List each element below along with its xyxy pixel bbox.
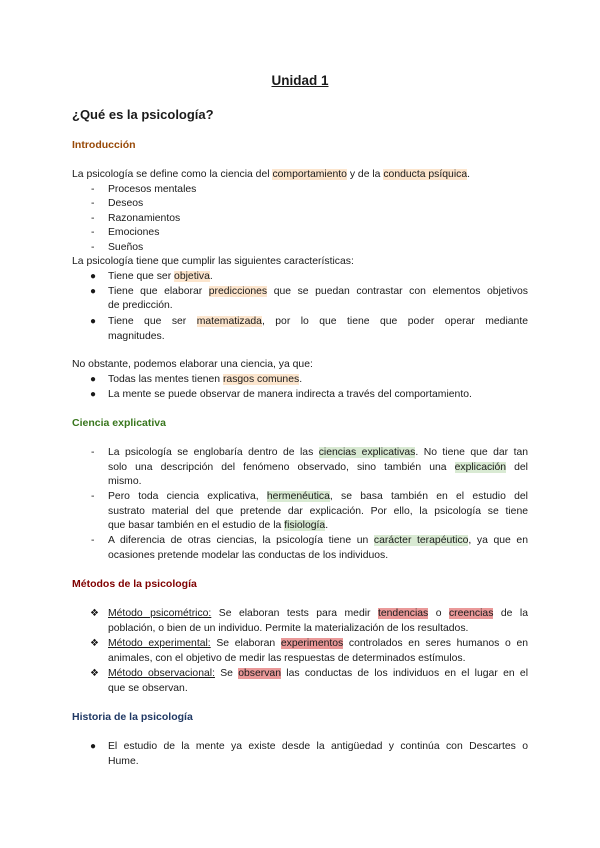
- intro-paragraph-3: No obstante, podemos elaborar una ciencia, ya que:: [72, 359, 313, 370]
- method-label: Método observacional:: [108, 668, 215, 679]
- highlight-objetiva: objetiva: [174, 271, 210, 282]
- diamond-bullet-icon: ❖: [90, 608, 99, 619]
- highlight-hermeneutica: hermenéutica: [266, 491, 330, 502]
- dash-bullet: -: [91, 198, 95, 209]
- intro-paragraph-1: La psicología se define como la ciencia del comportamiento y de la conducta psíquica.: [72, 169, 470, 180]
- list-item: Tiene que ser matematizada, por lo que tiene que poder operar mediante: [108, 316, 528, 327]
- highlight-observan: observan: [238, 668, 281, 679]
- list-item: Emociones: [108, 227, 160, 238]
- list-item-continuation: que basar también en el estudio de la fisiología.: [108, 520, 329, 531]
- list-item-continuation: magnitudes.: [108, 331, 165, 342]
- highlight-caracter-terapeutico: carácter terapéutico: [373, 535, 469, 546]
- dash-bullet: -: [91, 184, 95, 195]
- highlight-ciencias-explicativas: ciencias explicativas: [318, 447, 416, 458]
- highlight-rasgos-comunes: rasgos comunes: [222, 374, 300, 385]
- section-heading-ciencia-explicativa: Ciencia explicativa: [72, 417, 166, 429]
- bullet-dot: ●: [90, 374, 97, 385]
- dash-bullet: -: [91, 242, 95, 253]
- list-item-continuation: sustrato material del que pretende dar explicación. Por ello, la psicología se tiene: [108, 506, 528, 517]
- list-item-continuation: que se observan.: [108, 683, 188, 694]
- list-item: Tiene que elaborar predicciones que se puedan contrastar con elementos objetivos: [108, 286, 528, 297]
- list-item-continuation: de predicción.: [108, 300, 173, 311]
- highlight-tendencias: tendencias: [377, 608, 429, 619]
- intro-paragraph-2: La psicología tiene que cumplir las siguientes características:: [72, 256, 354, 267]
- document-title: Unidad 1: [271, 73, 329, 88]
- method-label: Método psicométrico:: [108, 608, 212, 619]
- highlight-creencias: creencias: [448, 608, 494, 619]
- section-heading-introduccion: Introducción: [72, 139, 136, 151]
- list-item-continuation: solo una descripción del fenómeno observado, sino también una explicación del: [108, 462, 528, 473]
- main-heading: ¿Qué es la psicología?: [72, 107, 214, 122]
- list-item: Tiene que ser objetiva.: [108, 271, 213, 282]
- list-item: Deseos: [108, 198, 144, 209]
- method-label: Método experimental:: [108, 638, 211, 649]
- highlight-explicacion: explicación: [454, 462, 507, 473]
- list-item-continuation: animales, con el objetivo de medir las respuestas de determinados estímulos.: [108, 653, 466, 664]
- dash-bullet: -: [91, 447, 95, 458]
- highlight-comportamiento: comportamiento: [272, 169, 347, 180]
- highlight-experimentos: experimentos: [280, 638, 344, 649]
- list-item-continuation: mismo.: [108, 476, 142, 487]
- bullet-dot: ●: [90, 741, 97, 752]
- list-item: Método psicométrico: Se elaboran tests para medir tendencias o creencias de la: [108, 608, 528, 619]
- list-item-continuation: población, o bien de un individuo. Permite la materialización de los resultados.: [108, 623, 469, 634]
- highlight-fisiologia: fisiología: [284, 520, 326, 531]
- dash-bullet: -: [91, 213, 95, 224]
- bullet-dot: ●: [90, 389, 97, 400]
- list-item: El estudio de la mente ya existe desde la antigüedad y continúa con Descartes o: [108, 741, 528, 752]
- dash-bullet: -: [91, 227, 95, 238]
- dash-bullet: -: [91, 491, 95, 502]
- list-item: A diferencia de otras ciencias, la psicología tiene un carácter terapéutico, ya que en: [108, 535, 528, 546]
- list-item: Razonamientos: [108, 213, 181, 224]
- list-item: Sueños: [108, 242, 144, 253]
- bullet-dot: ●: [90, 286, 97, 297]
- diamond-bullet-icon: ❖: [90, 638, 99, 649]
- highlight-conducta-psiquica: conducta psíquica: [383, 169, 468, 180]
- bullet-dot: ●: [90, 316, 97, 327]
- list-item: Pero toda ciencia explicativa, hermenéutica, se basa también en el estudio del: [108, 491, 528, 502]
- bullet-dot: ●: [90, 271, 97, 282]
- section-heading-historia: Historia de la psicología: [72, 711, 193, 723]
- highlight-matematizada: matematizada: [196, 316, 262, 327]
- list-item: Método experimental: Se elaboran experimentos controlados en seres humanos o en: [108, 638, 528, 649]
- section-heading-metodos: Métodos de la psicología: [72, 578, 197, 590]
- list-item: La mente se puede observar de manera indirecta a través del comportamiento.: [108, 389, 472, 400]
- list-item-continuation: Hume.: [108, 756, 139, 767]
- highlight-predicciones: predicciones: [208, 286, 268, 297]
- list-item-continuation: ocasiones pretende modelar las conductas de los individuos.: [108, 550, 389, 561]
- list-item: Procesos mentales: [108, 184, 197, 195]
- diamond-bullet-icon: ❖: [90, 668, 99, 679]
- list-item: Todas las mentes tienen rasgos comunes.: [108, 374, 303, 385]
- dash-bullet: -: [91, 535, 95, 546]
- list-item: La psicología se englobaría dentro de las ciencias explicativas. No tiene que dar tan: [108, 447, 529, 458]
- list-item: Método observacional: Se observan las conductas de los individuos en el lugar en el: [108, 668, 529, 679]
